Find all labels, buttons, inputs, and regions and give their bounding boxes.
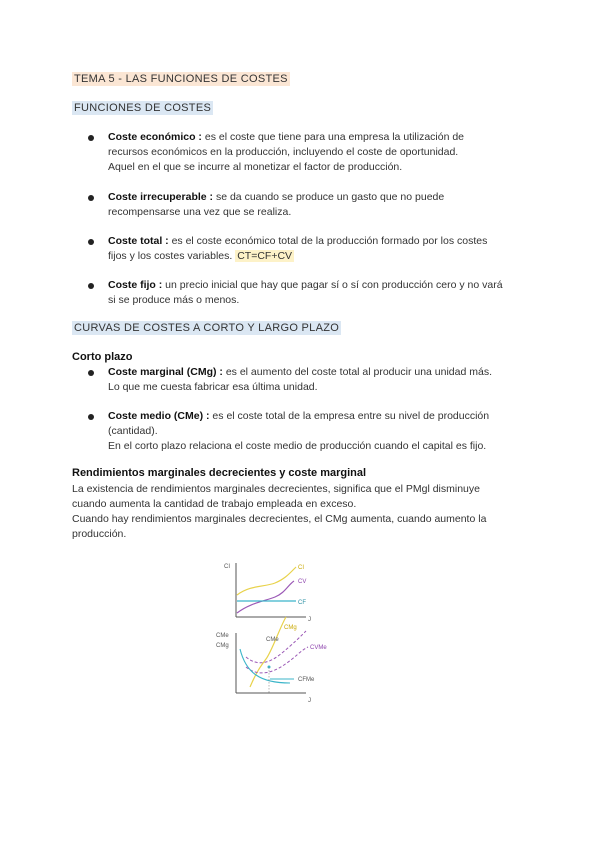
paragraph-rendimientos	[72, 482, 542, 542]
term: Coste medio (CMe) :	[108, 410, 210, 422]
definition-line: Aquel en el que se incurre al monetizar el factor de producción.	[108, 161, 403, 173]
definition: es el coste total de la empresa entre su nivel de producción	[209, 410, 490, 422]
paragraph-line: cuando aumenta la cantidad de trabajo empleada en exceso.	[72, 498, 357, 510]
cmg-label: CMg	[284, 625, 297, 631]
term: Coste económico :	[108, 131, 202, 143]
cost-curves-figure	[210, 555, 345, 710]
bullet	[88, 135, 94, 141]
section-heading-funciones: FUNCIONES DE COSTES	[74, 102, 212, 114]
list-item-coste-irrecuperable	[108, 190, 528, 220]
unit-cost-graph	[216, 617, 327, 704]
cfme-curve	[240, 649, 290, 683]
cv-label: CV	[298, 579, 307, 585]
list-item-coste-medio	[108, 409, 528, 454]
definition-line: fijos y los costes variables.	[108, 250, 236, 262]
ct-label: CI	[298, 565, 304, 571]
total-cost-graph	[224, 563, 311, 623]
paragraph-line: producción.	[72, 528, 127, 540]
cme-label: CMe	[266, 637, 279, 643]
definition-line: (cantidad).	[108, 425, 158, 437]
definition-line: Lo que me cuesta fabricar esa última unidad.	[108, 381, 318, 393]
definition: es el coste económico total de la producción formado por los costes	[168, 235, 488, 247]
list-item-coste-total	[108, 234, 528, 264]
paragraph-line: Cuando hay rendimientos marginales decrecientes, el CMg aumenta, cuando aumento la	[72, 513, 487, 525]
term: Coste marginal (CMg) :	[108, 366, 223, 378]
list-item-coste-economico	[108, 130, 528, 175]
term: Coste total :	[108, 235, 169, 247]
cfme-label: CFMe	[298, 677, 315, 683]
cmg-curve	[250, 617, 286, 687]
definition: se da cuando se produce un gasto que no puede	[213, 191, 445, 203]
definition-line: recursos económicos en la producción, incluyendo el coste de oportunidad.	[108, 146, 459, 158]
definition-line: recompensarse una vez que se realiza.	[108, 206, 292, 218]
y-axis-label: CI	[224, 564, 230, 570]
definition: es el coste que tiene para una empresa la utilización de	[201, 131, 465, 143]
definition-line: En el corto plazo relaciona el coste medio de producción cuando el capital es fijo.	[108, 440, 487, 452]
term: Coste irrecuperable :	[108, 191, 214, 203]
bullet	[88, 370, 94, 376]
list-item-coste-fijo	[108, 278, 528, 308]
term: Coste fijo :	[108, 279, 163, 291]
bullet	[88, 239, 94, 245]
paragraph-line: La existencia de rendimientos marginales decrecientes, significa que el PMgl disminuye	[72, 483, 480, 495]
formula: CT=CF+CV	[237, 250, 293, 262]
ct-curve	[237, 567, 296, 595]
bullet	[88, 195, 94, 201]
definition: es el aumento del coste total al producir una unidad más.	[222, 366, 492, 378]
cvme-label: CVMe	[310, 645, 327, 651]
y-axis-label-2: CMg	[216, 643, 229, 649]
section-heading-curvas: CURVAS DE COSTES A CORTO Y LARGO PLAZO	[74, 322, 340, 334]
subheading-corto-plazo: Corto plazo	[72, 351, 133, 363]
bullet	[88, 414, 94, 420]
cvme-curve	[246, 647, 308, 673]
cf-label: CF	[298, 600, 306, 606]
definition: un precio inicial que hay que pagar sí o sí con producción cero y no vará	[162, 279, 503, 291]
page-title: TEMA 5 - LAS FUNCIONES DE COSTES	[74, 73, 288, 85]
definition-line: si se produce más o menos.	[108, 294, 240, 306]
subheading-rendimientos: Rendimientos marginales decrecientes y coste marginal	[72, 467, 367, 479]
x-axis-label: J	[308, 698, 311, 704]
cme-curve	[246, 631, 306, 663]
y-axis-label-1: CMe	[216, 633, 229, 639]
bullet	[88, 283, 94, 289]
x-axis-label: J	[308, 617, 311, 623]
list-item-coste-marginal	[108, 365, 528, 395]
